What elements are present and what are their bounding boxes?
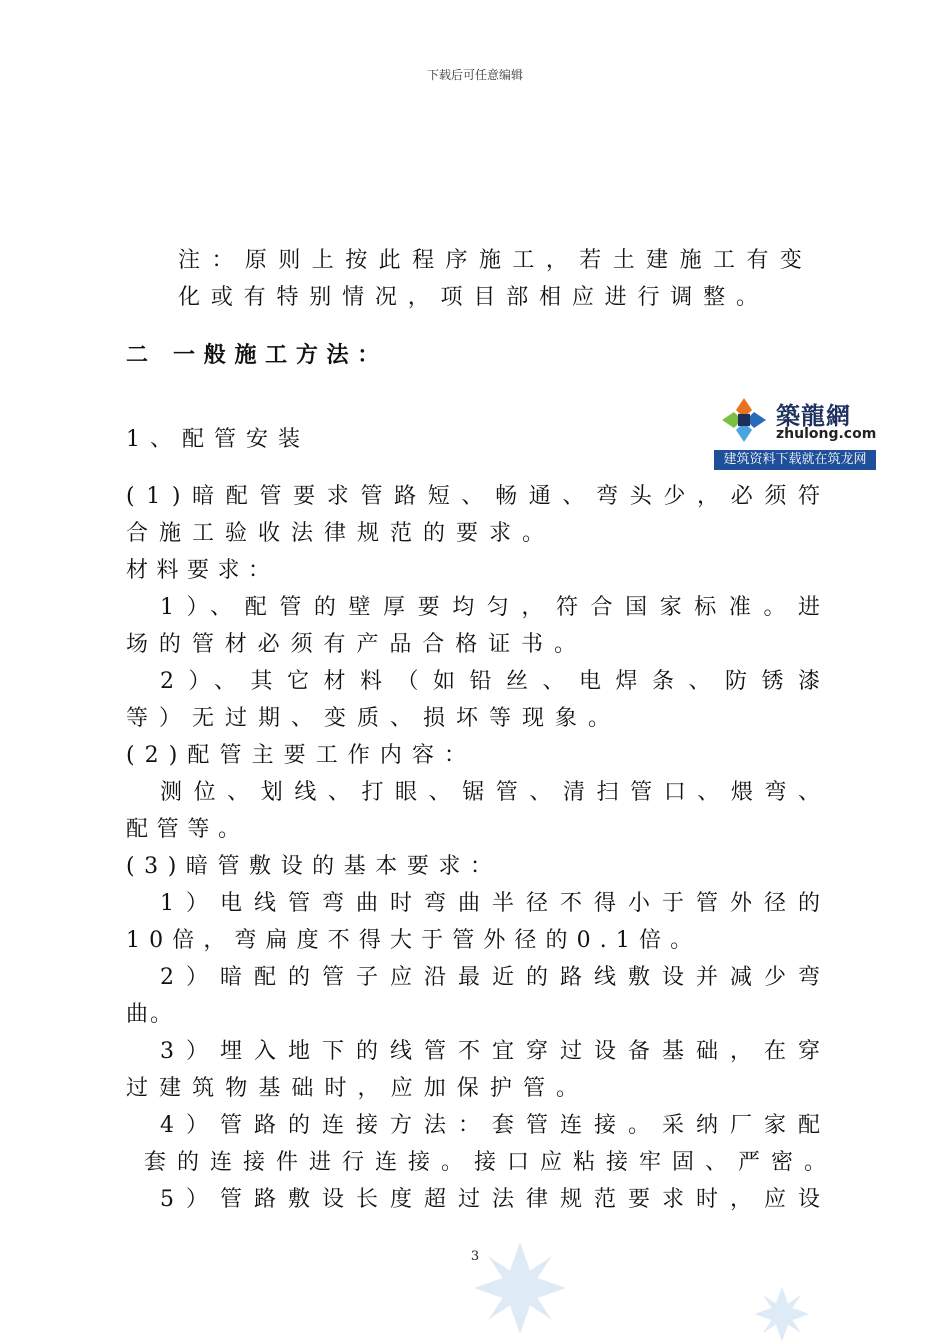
logo-top xyxy=(714,392,876,448)
text-line: 3）埋入地下的线管不宜穿过设备基础，在穿 xyxy=(160,1039,832,1064)
text-line: 场的管材必须有产品合格证书。 xyxy=(126,632,587,657)
text-line: 套的连接件进行连接。接口应粘接牢固、严密。 xyxy=(144,1150,838,1175)
text-line: (1)暗配管要求管路短、畅通、弯头少，必须符 xyxy=(126,484,832,509)
text-line: 2）、其它材料（如铅丝、电焊条、防锈漆 xyxy=(160,669,835,694)
text-line: 过建筑物基础时，应加保护管。 xyxy=(126,1076,590,1101)
header-note: 下载后可任意编辑 xyxy=(426,68,523,82)
text-line: 材料要求： xyxy=(126,558,279,583)
watermark-flower-small-icon xyxy=(752,1284,812,1344)
text-line: 等）无过期、变质、损坏等现象。 xyxy=(126,706,622,731)
text-line: 10倍，弯扁度不得大于管外径的0.1倍。 xyxy=(126,928,702,953)
text-line: 4）管路的连接方法：套管连接。采纳厂家配 xyxy=(160,1113,832,1138)
text-line: 配管等。 xyxy=(126,817,249,842)
text-line: 5）管路敷设长度超过法律规范要求时，应设 xyxy=(160,1187,832,1212)
text-line: 1）电线管弯曲时弯曲半径不得小于管外径的 xyxy=(160,891,832,916)
text-line: 曲。 xyxy=(126,1002,174,1027)
text-line: 2）暗配的管子应沿最近的路线敷设并减少弯 xyxy=(160,965,832,990)
text-line: (2)配管主要工作内容： xyxy=(126,743,477,768)
text-line: 测位、划线、打眼、锯管、清扫管口、煨弯、 xyxy=(160,780,832,805)
text-line: 注：原则上按此程序施工，若土建施工有变 xyxy=(178,248,814,273)
logo-mark-icon xyxy=(718,396,770,446)
logo-english-name: zhulong.com xyxy=(776,426,877,442)
page-number: 3 xyxy=(470,1249,480,1264)
text-line: 1）、配管的壁厚要均匀，符合国家标准。进 xyxy=(160,595,833,620)
logo-chinese-name: 築龍網 xyxy=(776,401,851,430)
text-line: 化或有特别情况，项目部相应进行调整。 xyxy=(178,285,769,310)
text-line: 二 一般施工方法： xyxy=(126,342,388,368)
text-line: (3)暗管敷设的基本要求： xyxy=(126,854,502,879)
text-line: 合施工验收法律规范的要求。 xyxy=(126,521,556,546)
text-line: 1、配管安装 xyxy=(126,427,310,452)
logo-banner: 建筑资料下载就在筑龙网 xyxy=(714,450,876,470)
zhulong-logo[interactable] xyxy=(714,392,876,470)
